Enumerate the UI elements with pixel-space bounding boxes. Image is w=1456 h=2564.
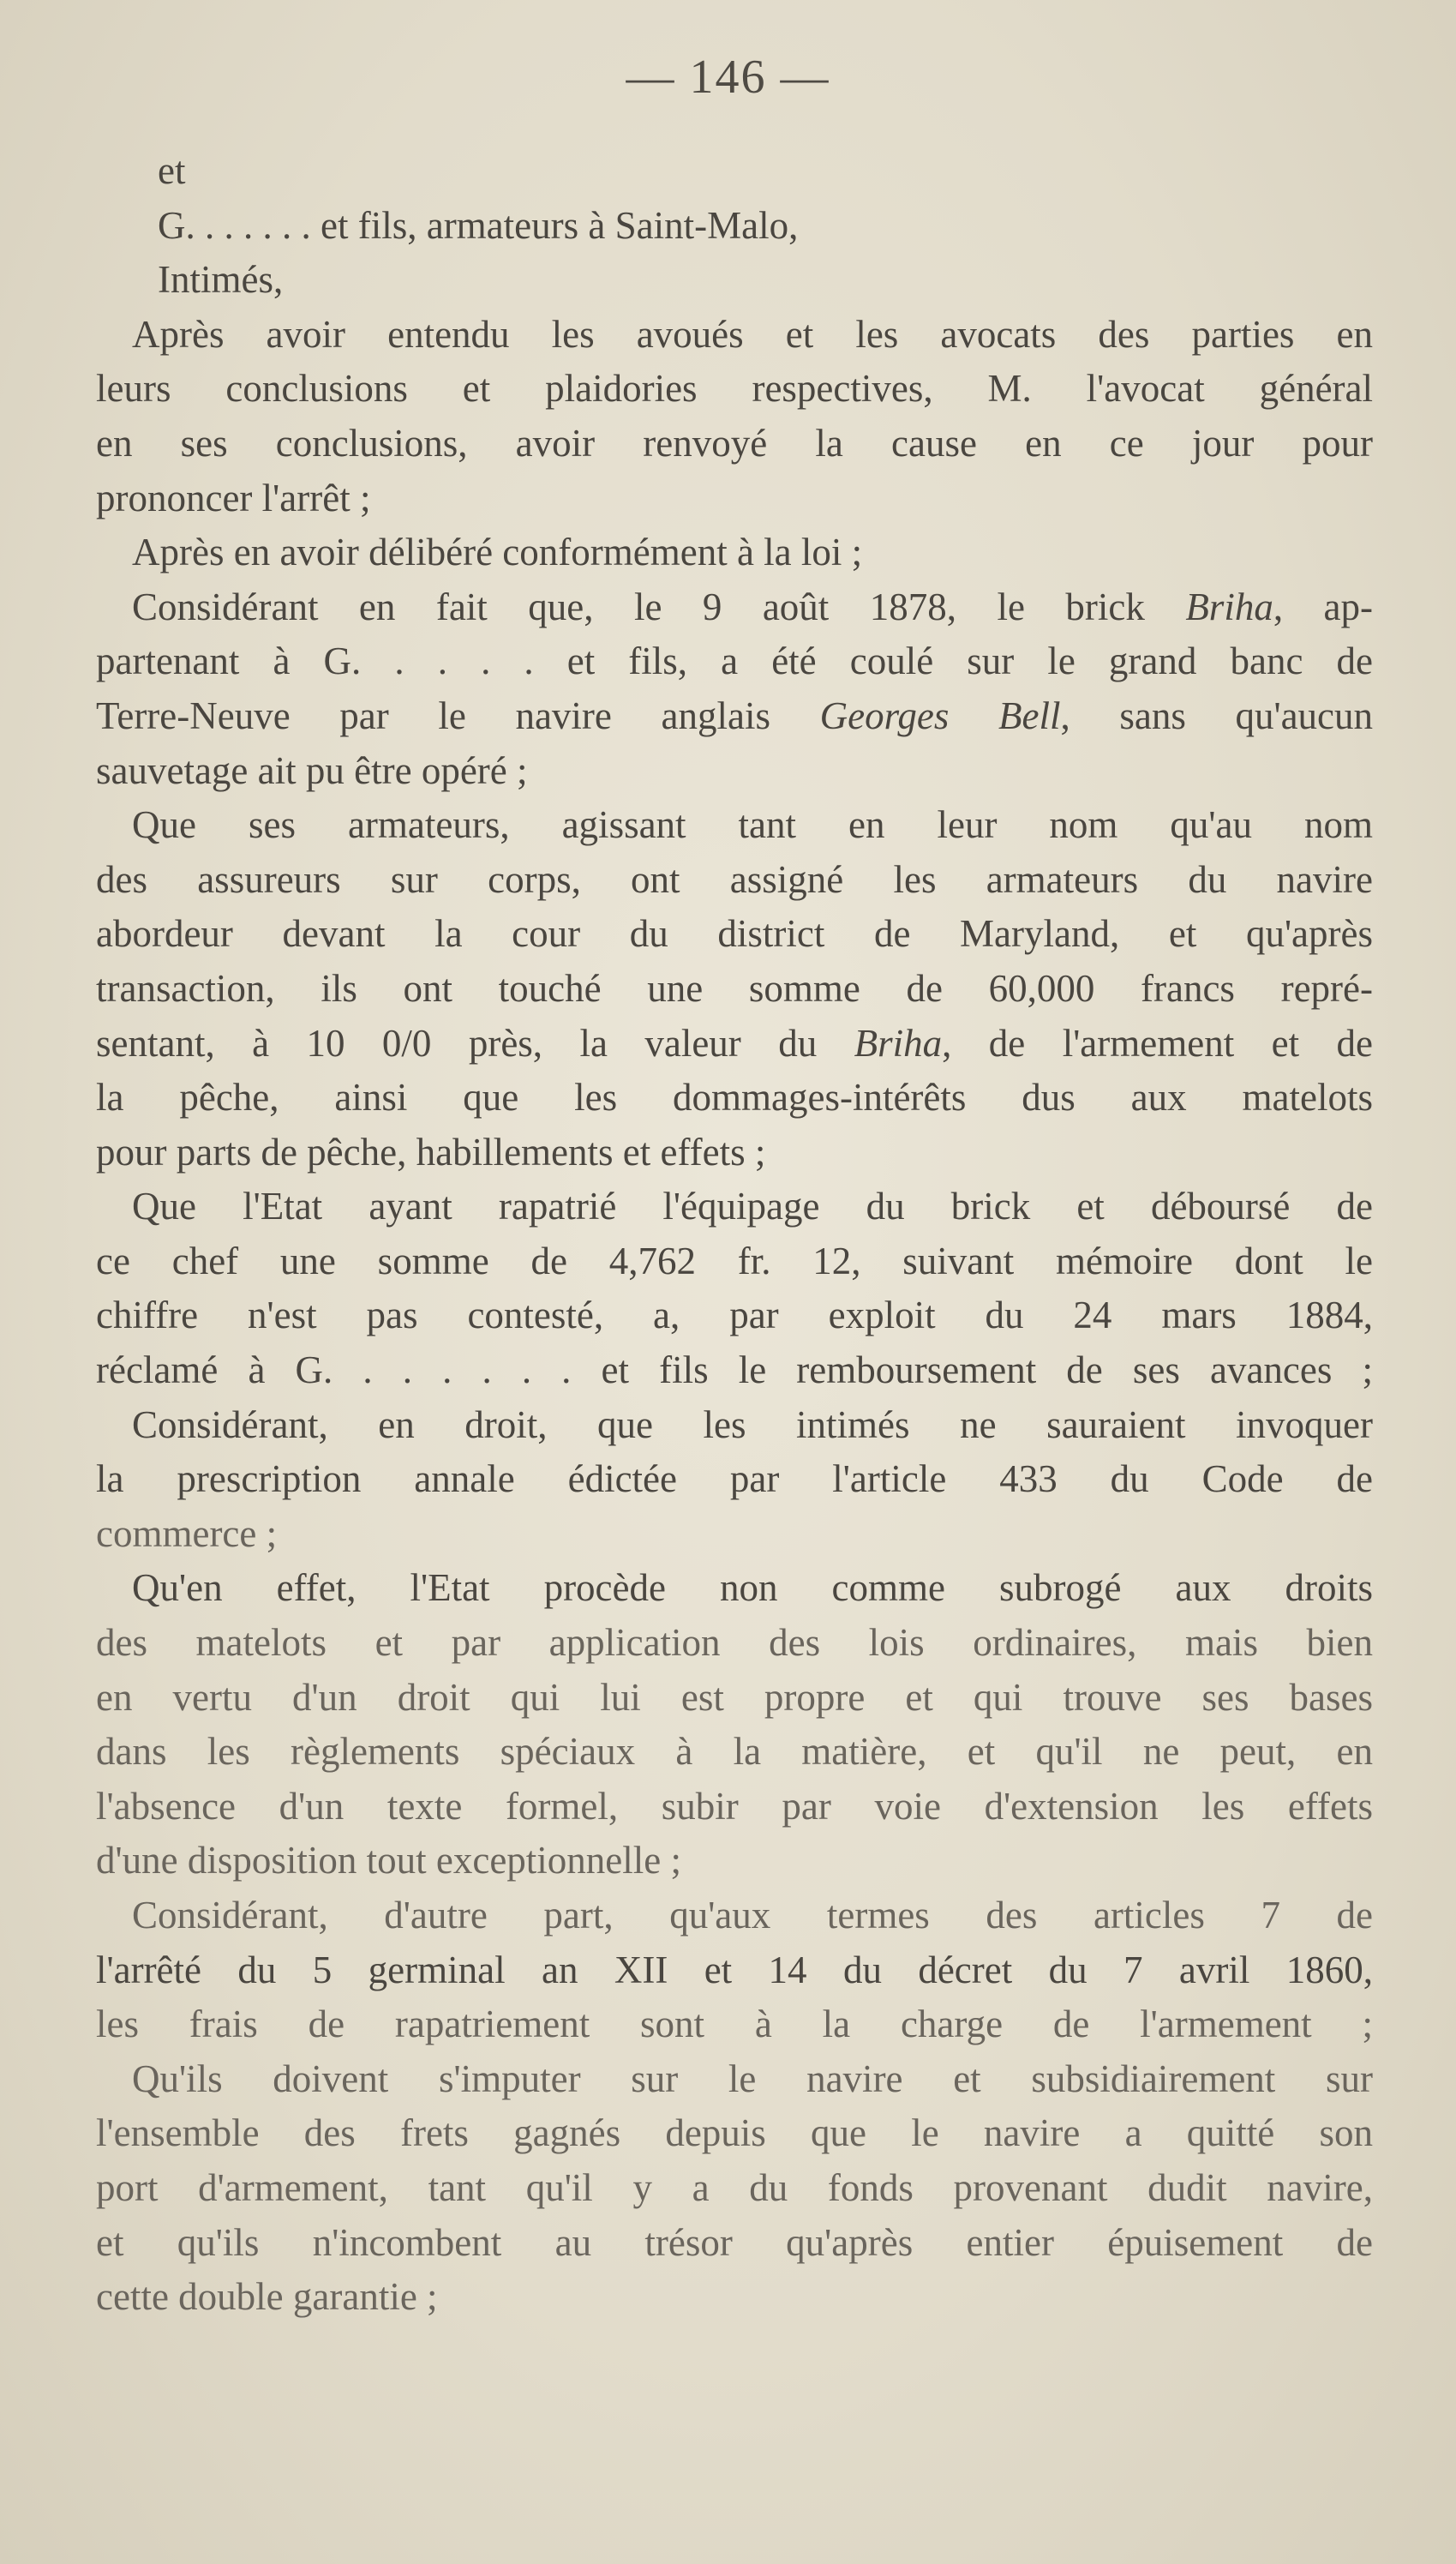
text-line: en ses conclusions, avoir renvoyé la cause en ce jour pour	[96, 421, 1373, 465]
ship-name: Georges Bell	[819, 694, 1061, 737]
text-line: la prescription annale édictée par l'article 433 du Code de	[96, 1457, 1373, 1501]
text-line: Qu'ils doivent s'imputer sur le navire et subsidiairement sur	[132, 2057, 1373, 2100]
text-line: dans les règlements spéciaux à la matière, et qu'il ne peut, en	[96, 1730, 1373, 1774]
text-line: Que l'Etat ayant rapatrié l'équipage du brick et déboursé de	[132, 1185, 1373, 1228]
text-fragment: , ap-	[1273, 585, 1373, 628]
text-line: abordeur devant la cour du district de Maryland, et qu'après	[96, 912, 1373, 956]
page-number: — 146 —	[626, 51, 830, 104]
text-line: pour parts de pêche, habillements et effets ;	[96, 1130, 766, 1174]
text-line: transaction, ils ont touché une somme de 60,000 francs repré-	[96, 966, 1373, 1010]
text-line: la pêche, ainsi que les dommages-intérêts dus aux matelots	[96, 1076, 1373, 1120]
text-line: chiffre n'est pas contesté, a, par exploit du 24 mars 1884,	[96, 1294, 1373, 1337]
text-line: leurs conclusions et plaidories respectives, M. l'avocat général	[96, 367, 1373, 411]
text-line: et	[158, 149, 186, 192]
text-line: Après avoir entendu les avoués et les avocats des parties en	[132, 312, 1373, 356]
text-line: d'une disposition tout exceptionnelle ;	[96, 1839, 681, 1882]
text-line: Après en avoir délibéré conformément à la loi ;	[132, 531, 863, 574]
ship-name: Briha	[854, 1021, 943, 1065]
text-line: prononcer l'arrêt ;	[96, 476, 371, 519]
text-line: réclamé à G. . . . . . . et fils le remboursement de ses avances ;	[96, 1348, 1373, 1392]
text-fragment: , de l'armement et de	[942, 1021, 1373, 1065]
text-line: Intimés,	[158, 258, 284, 302]
text-line: les frais de rapatriement sont à la charge de l'armement ;	[96, 2003, 1373, 2046]
text-line: commerce ;	[96, 1511, 278, 1555]
text-line: Que ses armateurs, agissant tant en leur nom qu'au nom	[132, 803, 1373, 847]
text-line: l'ensemble des frets gagnés depuis que le navire a quitté son	[96, 2111, 1373, 2155]
ship-name: Briha	[1185, 585, 1273, 628]
text-line: cette double garantie ;	[96, 2275, 438, 2319]
text-line: l'arrêté du 5 germinal an XII et 14 du décret du 7 avril 1860,	[96, 1948, 1373, 1991]
text-line: partenant à G. . . . . et fils, a été coulé sur le grand banc de	[96, 639, 1373, 683]
text-line	[96, 1017, 1373, 1072]
text-line: des matelots et par application des lois ordinaires, mais bien	[96, 1621, 1373, 1665]
text-fragment: , sans qu'aucun	[1060, 694, 1374, 737]
text-line: Considérant, en droit, que les intimés ne sauraient invoquer	[132, 1402, 1373, 1446]
text-line: ce chef une somme de 4,762 fr. 12, suivant mémoire dont le	[96, 1239, 1373, 1282]
text-fragment: sentant, à 10 0/0 près, la valeur du	[96, 1021, 854, 1065]
text-fragment: Terre-Neuve par le navire anglais	[96, 694, 820, 737]
text-line: port d'armement, tant qu'il y a du fonds provenant dudit navire,	[96, 2165, 1373, 2209]
text-line: Considérant, d'autre part, qu'aux termes des articles 7 de	[132, 1894, 1373, 1937]
text-line: l'absence d'un texte formel, subir par voie d'extension les effets	[96, 1784, 1373, 1828]
text-line: et qu'ils n'incombent au trésor qu'après entier épuisement de	[96, 2220, 1373, 2264]
text-line	[96, 580, 1373, 635]
text-line: G. . . . . . . et fils, armateurs à Saint-Malo,	[158, 203, 799, 247]
text-fragment: Considérant en fait que, le 9 août 1878, le brick	[132, 585, 1186, 628]
body-text	[96, 144, 1373, 2325]
text-line	[96, 689, 1373, 744]
text-line: en vertu d'un droit qui lui est propre et qui trouve ses bases	[96, 1675, 1373, 1719]
text-line: Qu'en effet, l'Etat procède non comme subrogé aux droits	[132, 1566, 1373, 1610]
text-line: sauvetage ait pu être opéré ;	[96, 748, 528, 792]
text-line: des assureurs sur corps, ont assigné les armateurs du navire	[96, 857, 1373, 901]
